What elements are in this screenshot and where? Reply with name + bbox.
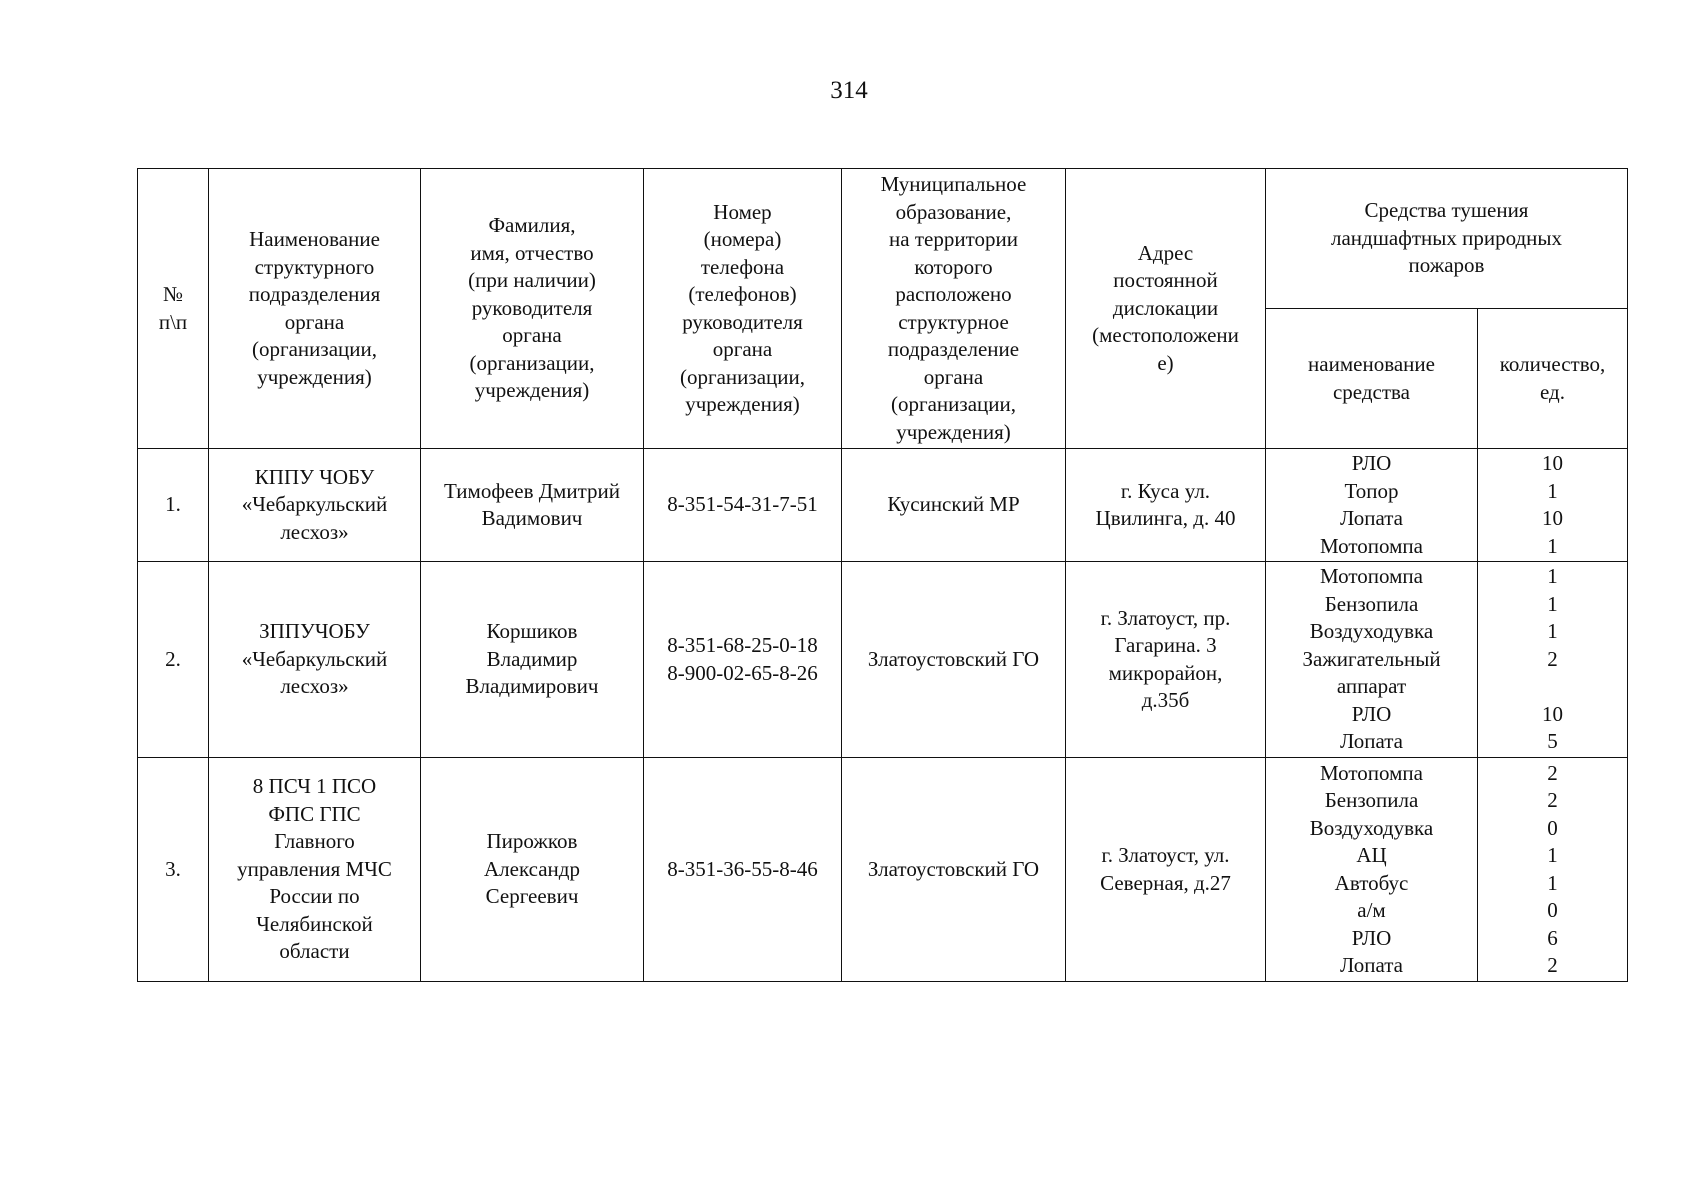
quantity-item: 1: [1547, 870, 1558, 895]
means-item: Автобус: [1334, 870, 1409, 895]
means-item: аппарат: [1336, 674, 1407, 699]
row-phone: 8-351-36-55-8-46: [644, 758, 842, 982]
quantity-item: 0: [1547, 898, 1558, 922]
means-item: РЛО: [1351, 925, 1392, 950]
row-municipality: Кусинский МР: [842, 449, 1066, 562]
header-means-name: наименование средства: [1266, 309, 1478, 449]
means-item: Бензопила: [1324, 591, 1419, 616]
quantity-item: 10: [1542, 506, 1563, 530]
header-head: Фамилия, имя, отчество (при наличии) руководителя органа (организации, учреждения): [421, 169, 644, 449]
page-number: 314: [830, 77, 868, 104]
row-address: г. Куса ул. Цвилинга, д. 40: [1066, 449, 1266, 562]
row-phone: 8-351-68-25-0-18 8-900-02-65-8-26: [644, 562, 842, 758]
means-item: Воздуходувка: [1309, 815, 1434, 840]
means-item: Лопата: [1340, 506, 1403, 530]
means-item: Бензопила: [1324, 788, 1419, 812]
header-unit: Наименование структурного подразделения органа (организации, учреждения): [209, 169, 421, 449]
means-item: Лопата: [1340, 953, 1403, 977]
row-quantities: [1478, 562, 1628, 758]
means-item: Мотопомпа: [1320, 760, 1423, 785]
header-address: Адрес постоянной дислокации (местоположени е): [1066, 169, 1266, 449]
row-num: 1.: [138, 449, 209, 562]
quantity-item: 0: [1547, 815, 1558, 840]
means-item: а/м: [1357, 898, 1386, 922]
header-phone: Номер (номера) телефона (телефонов) руководителя органа (организации, учреждения): [644, 169, 842, 449]
means-item: Лопата: [1340, 729, 1403, 754]
quantity-item: 10: [1542, 701, 1563, 726]
row-means: [1266, 449, 1478, 562]
quantity-item: 1: [1547, 843, 1558, 867]
row-head: Пирожков Александр Сергеевич: [421, 758, 644, 982]
row-municipality: Златоустовский ГО: [842, 758, 1066, 982]
row-quantities: [1478, 449, 1628, 562]
means-item: РЛО: [1351, 701, 1392, 726]
means-item: Мотопомпа: [1320, 564, 1423, 589]
quantity-item: [1480, 673, 1625, 701]
quantity-item: 10: [1542, 451, 1563, 475]
row-address: г. Златоуст, пр. Гагарина. 3 микрорайон, д.35б: [1066, 562, 1266, 758]
row-unit: 8 ПСЧ 1 ПСО ФПС ГПС Главного управления МЧС России по Челябинской области: [209, 758, 421, 982]
table-row: [138, 758, 1628, 982]
fire-resources-table: [137, 168, 1628, 982]
row-municipality: Златоустовский ГО: [842, 562, 1066, 758]
means-item: Зажигательный: [1302, 646, 1441, 671]
row-address: г. Златоуст, ул. Северная, д.27: [1066, 758, 1266, 982]
row-num: 3.: [138, 758, 209, 982]
quantity-item: 5: [1547, 729, 1558, 754]
means-item: РЛО: [1351, 451, 1392, 475]
quantity-item: 2: [1547, 646, 1558, 671]
quantity-item: 1: [1547, 619, 1558, 644]
means-item: Мотопомпа: [1320, 533, 1423, 558]
means-item: АЦ: [1356, 843, 1387, 867]
row-quantities: [1478, 758, 1628, 982]
quantity-item: 2: [1547, 760, 1558, 785]
means-item: Топор: [1344, 478, 1399, 503]
row-means: [1266, 562, 1478, 758]
quantity-item: 1: [1547, 564, 1558, 589]
quantity-item: 2: [1547, 788, 1558, 812]
row-means: [1266, 758, 1478, 982]
header-municipality: Муниципальное образование, на территории которого расположено структурное подразделение органа (организации, учреждения): [842, 169, 1066, 449]
quantity-item: 6: [1547, 925, 1558, 950]
table-row: [138, 562, 1628, 758]
quantity-item: 1: [1547, 478, 1558, 503]
header-row: [138, 169, 1628, 309]
header-means-qty: количество, ед.: [1478, 309, 1628, 449]
header-means-group: Средства тушения ландшафтных природных пожаров: [1266, 169, 1628, 309]
row-num: 2.: [138, 562, 209, 758]
row-head: Коршиков Владимир Владимирович: [421, 562, 644, 758]
table-row: [138, 449, 1628, 562]
means-item: Воздуходувка: [1309, 619, 1434, 644]
quantity-item: 1: [1547, 533, 1558, 558]
quantity-item: 1: [1547, 591, 1558, 616]
row-head: Тимофеев Дмитрий Вадимович: [421, 449, 644, 562]
header-num: № п\п: [138, 169, 209, 449]
row-phone: 8-351-54-31-7-51: [644, 449, 842, 562]
quantity-item: 2: [1547, 953, 1558, 977]
row-unit: ЗППУЧОБУ «Чебаркульский лесхоз»: [209, 562, 421, 758]
row-unit: КППУ ЧОБУ «Чебаркульский лесхоз»: [209, 449, 421, 562]
